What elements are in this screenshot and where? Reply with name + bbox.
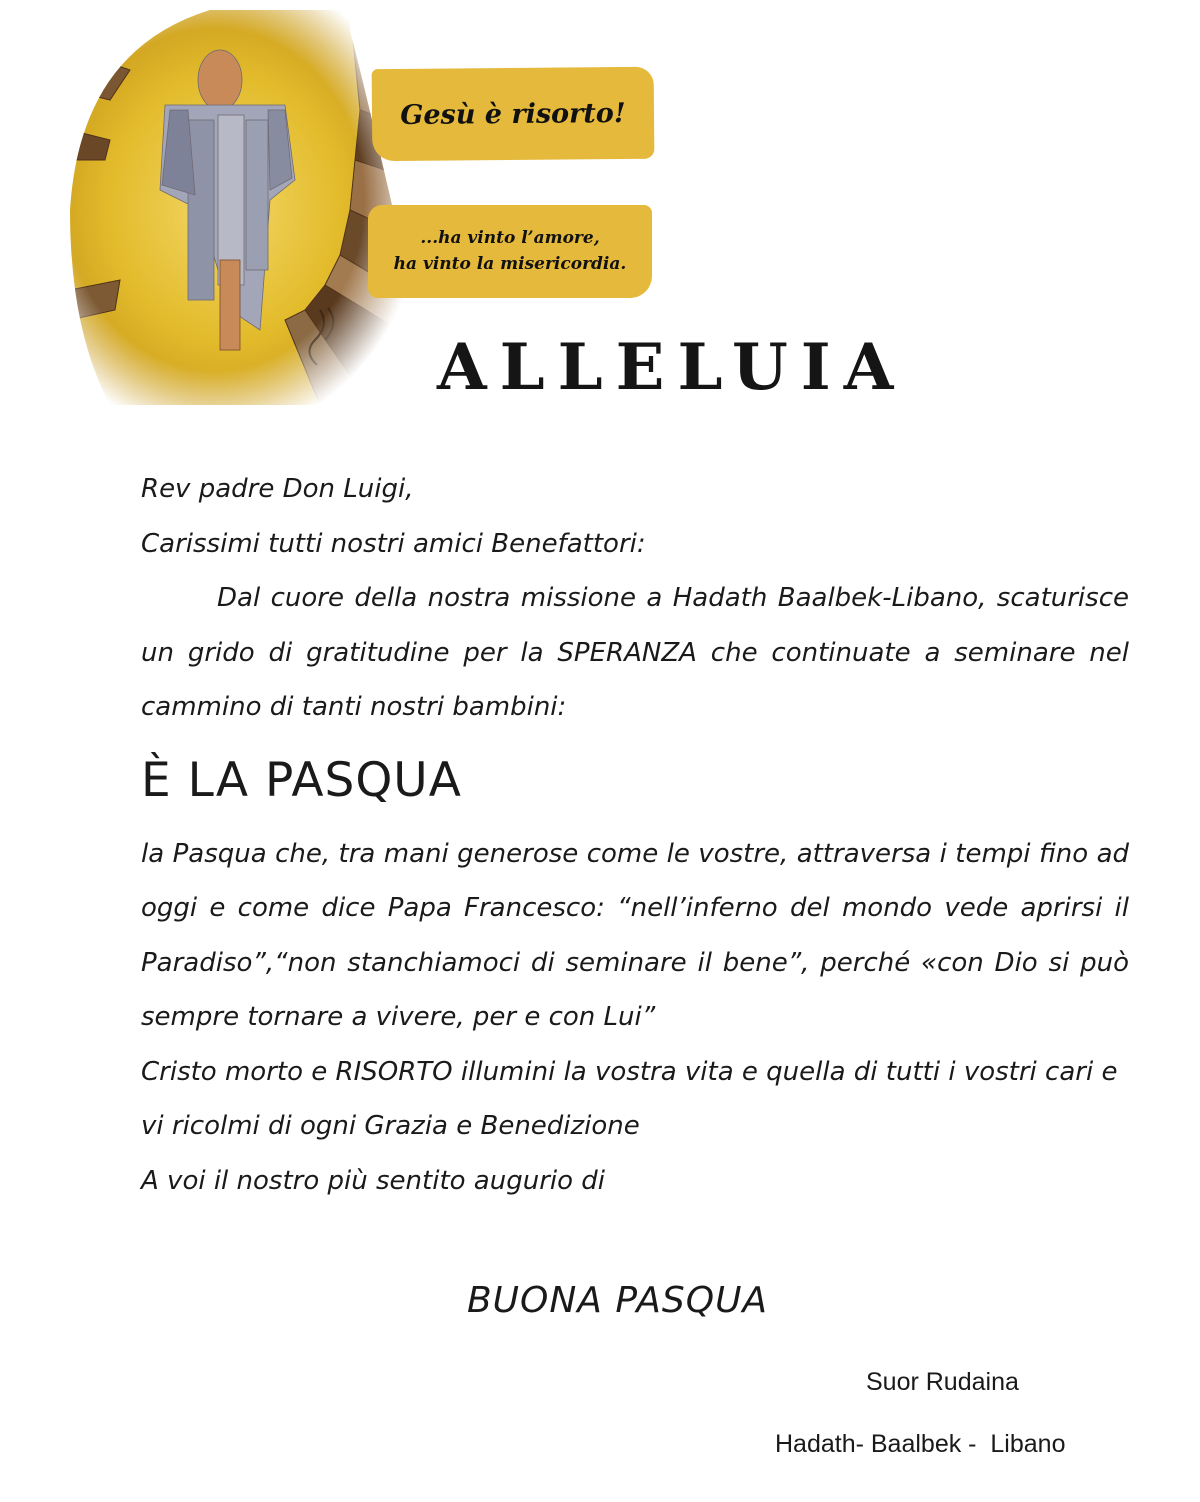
closing-buona-pasqua: BUONA PASQUA <box>466 1280 769 1321</box>
banner-risen-text: Gesù è risorto! <box>400 97 626 131</box>
signature-place: Hadath- Baalbek - Libano <box>775 1430 1066 1458</box>
greeting-benefactors: Carissimi tutti nostri amici Benefattori: <box>141 528 646 559</box>
banner-line-2: ha vinto la misericordia. <box>393 253 627 274</box>
banner-line-1: ...ha vinto l’amore, <box>420 228 600 248</box>
banner-risen <box>372 67 655 161</box>
letter-body <box>141 462 1129 1208</box>
easter-title: È LA PASQUA <box>141 752 462 808</box>
banner-love-mercy <box>368 205 652 298</box>
risen-christ-artwork <box>70 10 415 405</box>
paragraph-pope-quote: la Pasqua che, tra mani generose come le vostre, attraversa i tempi fino ad oggi e come dice Papa Francesco: “nell’inferno del mondo vede aprirsi il Paradiso”,“non stanchiamoci di seminare il bene”, perché «con Dio si può sempre tornare a vivere, per e con Lui” <box>141 838 1129 1032</box>
paragraph-wishes: A voi il nostro più sentito augurio di <box>141 1165 606 1196</box>
paragraph-blessing: Cristo morto e RISORTO illumini la vostra vita e quella di tutti i vostri cari e vi ricolmi di ogni Grazia e Benedizione <box>141 1056 1118 1141</box>
banner-love-mercy-text <box>394 226 627 277</box>
greeting-priest: Rev padre Don Luigi, <box>141 474 414 504</box>
paragraph-gratitude: Dal cuore della nostra missione a Hadath Baalbek-Libano, scaturisce un grido di gratitudine per la SPERANZA che continuate a seminare nel cammino di tanti nostri bambini: <box>141 583 1129 722</box>
headline-alleluia: ALLELUIA <box>437 330 907 405</box>
signature-name: Suor Rudaina <box>866 1368 1019 1396</box>
